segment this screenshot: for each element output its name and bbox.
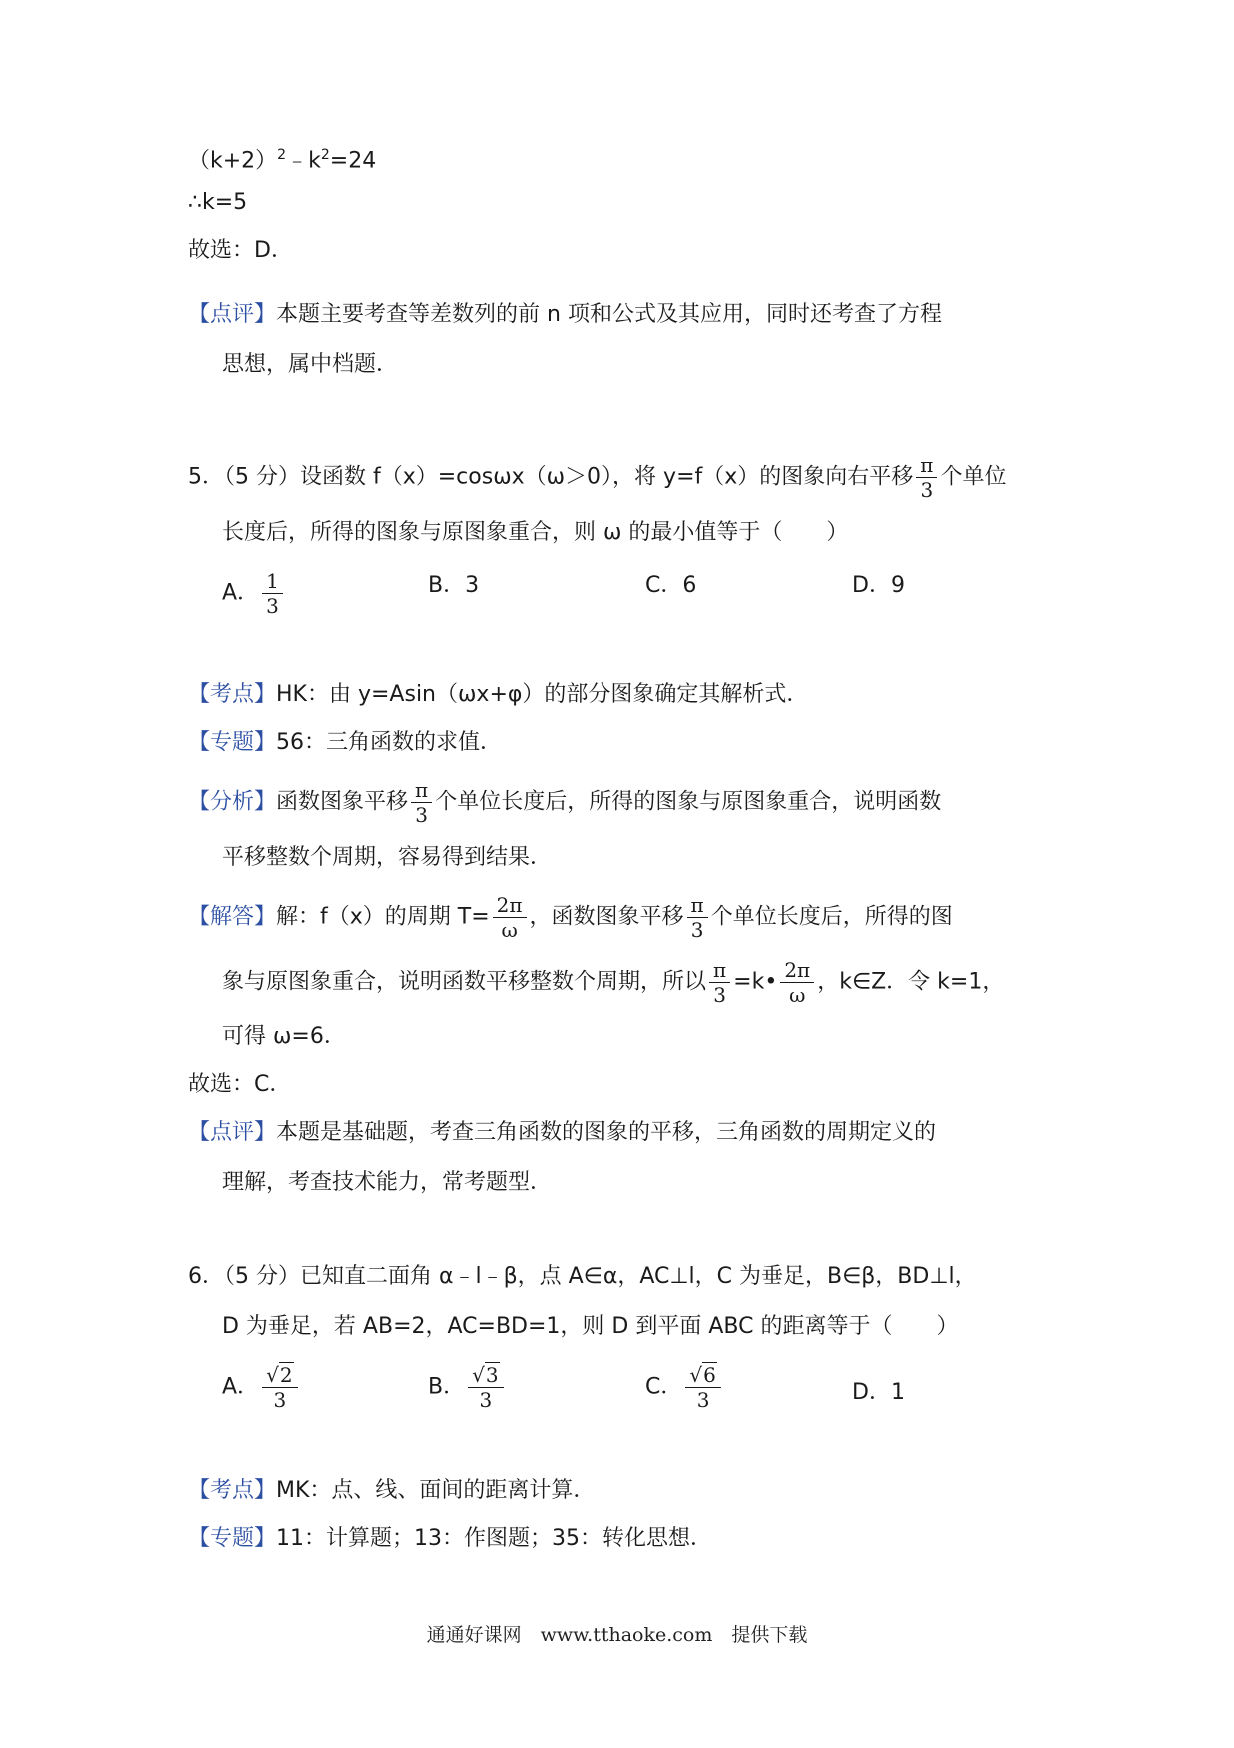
- q5-option-d: D．9: [852, 573, 905, 598]
- q5-jieda-3: 可得 ω=6．: [222, 1024, 346, 1049]
- q5-dianping-2: 理解，考查技术能力，常考题型．: [222, 1170, 553, 1195]
- q5-kaodian: 【考点】HK：由 y=Asin（ωx+φ）的部分图象确定其解析式．: [188, 682, 809, 707]
- q5-fenxi-2: 平移整数个周期，容易得到结果．: [222, 845, 553, 870]
- q6-option-c: C． $\frac{√6}{3}$: [645, 1365, 724, 1410]
- q5-dianping: 【点评】本题是基础题，考查三角函数的图象的平移，三角函数的周期定义的: [188, 1120, 937, 1145]
- q5-answer: 故选：C．: [188, 1072, 292, 1097]
- q6-stem-2: D 为垂足，若 AB=2，AC=BD=1，则 D 到平面 ABC 的距离等于（ ）: [222, 1314, 959, 1339]
- q6-option-d: D．1: [852, 1380, 905, 1405]
- comment-line-2: 思想，属中档题．: [222, 352, 399, 377]
- equation-line: $(k+2)^2﹣k^2=24$: [188, 147, 377, 174]
- q6-stem: 6．（5 分）已知直二面角 α﹣l﹣β，点 A∈α，AC⊥l，C 为垂足，B∈β，BD⊥l，: [188, 1264, 977, 1289]
- pi-over-3-fraction: $\frac{\pi}{3}$: [916, 455, 937, 500]
- comment-tag: 【点评】: [188, 302, 277, 327]
- q5-stem-2: 长度后，所得的图象与原图象重合，则 ω 的最小值等于（ ）: [222, 520, 849, 545]
- q5-jieda: 【解答】解：f（x）的周期 T= $\frac{2\pi}{\omega}$ ，函数图象平移 $\frac{\pi}{3}$ 个单位长度后，所得的图: [188, 893, 953, 942]
- q6-option-b: B． $\frac{√3}{3}$: [428, 1365, 507, 1410]
- answer-line: 故选：D．: [188, 238, 293, 263]
- q6-kaodian: 【考点】MK：点、线、面间的距离计算．: [188, 1478, 596, 1503]
- q6-option-a: A． $\frac{√2}{3}$: [222, 1365, 301, 1410]
- q5-jieda-2: 象与原图象重合，说明函数平移整数个周期，所以 $\frac{\pi}{3}$ =k• $\frac{2\pi}{\omega}$ ，k∈Z．令 k=1，: [222, 958, 1005, 1007]
- q5-option-a: A． $\frac{1}{3}$: [222, 571, 286, 616]
- q6-zhuanti: 【专题】11：计算题；13：作图题；35：转化思想．: [188, 1526, 712, 1551]
- q5-fenxi: 【分析】函数图象平移 $\frac{\pi}{3}$ 个单位长度后，所得的图象与原图象重合，说明函数: [188, 778, 942, 827]
- comment-line: 【点评】本题主要考查等差数列的前 n 项和公式及其应用，同时还考查了方程: [188, 302, 942, 327]
- page-footer: 通通好课网 www.tthaoke.com 提供下载: [426, 1624, 808, 1646]
- q5-option-b: B．3: [428, 573, 480, 598]
- result-line: ∴k=5: [188, 190, 248, 215]
- q5-option-c: C．6: [645, 573, 697, 598]
- q5-stem: 5．（5 分）设函数 f（x）=cosωx（ω＞0），将 y=f（x）的图象向右平移 $\frac{\pi}{3}$ 个单位: [188, 453, 1007, 502]
- q5-zhuanti: 【专题】56：三角函数的求值．: [188, 730, 503, 755]
